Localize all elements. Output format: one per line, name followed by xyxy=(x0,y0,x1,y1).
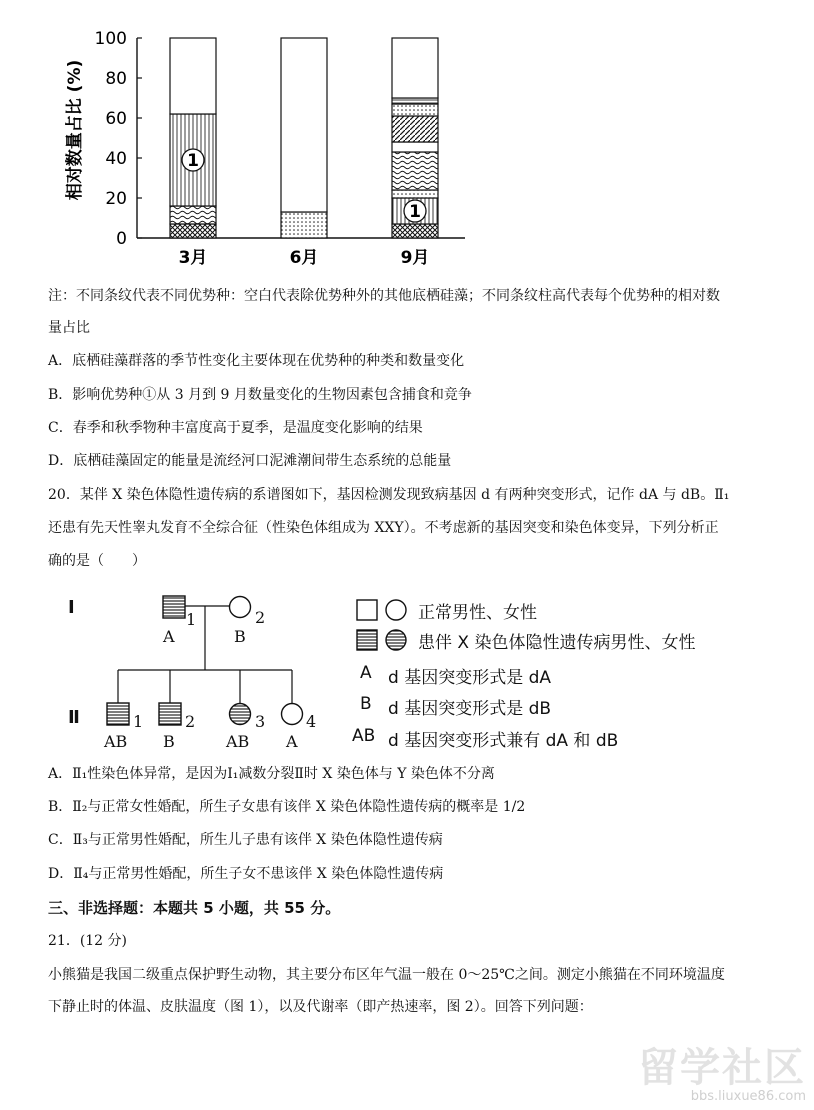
bar-segment-diag xyxy=(392,116,438,142)
legend-A-key: A xyxy=(360,663,372,683)
generation-I-label: Ⅰ xyxy=(68,597,75,618)
legend-B-key: B xyxy=(360,694,372,714)
bar-segment-dots xyxy=(392,190,438,198)
segment-label: 1 xyxy=(409,202,421,222)
q21-body-line-1: 小熊猫是我国二级重点保护野生动物，其主要分布区年气温一般在 0～25℃之间。测定小熊猫在不同环境温度 xyxy=(48,967,725,983)
I2-normal-female xyxy=(230,597,251,618)
y-tick-label: 80 xyxy=(105,69,127,89)
legend-AB-key: AB xyxy=(352,726,376,746)
q19-option-d: D．底栖硅藻固定的能量是流经河口泥滩潮间带生态系统的总能量 xyxy=(48,453,452,469)
q20-option-b: B．Ⅱ₂与正常女性婚配，所生子女患有该伴 X 染色体隐性遗传病的概率是 1/2 xyxy=(48,799,526,815)
II2-number: 2 xyxy=(185,712,196,731)
bar-segment-blank xyxy=(392,142,438,152)
watermark-url: bbs.liuxue86.com xyxy=(690,1089,806,1104)
q19-option-a: A．底栖硅藻群落的季节性变化主要体现在优势种的种类和数量变化 xyxy=(48,353,465,369)
I2-number: 2 xyxy=(255,608,266,627)
legend-normal-male-icon xyxy=(357,600,377,620)
legend-affected-female-icon xyxy=(386,630,406,650)
y-axis-label: 相对数量占比 (%) xyxy=(65,59,85,201)
x-tick-label: 3月 xyxy=(178,248,208,268)
q21-heading: 21．(12 分) xyxy=(48,933,128,949)
section-heading: 三、非选择题：本题共 5 小题，共 55 分。 xyxy=(48,899,341,917)
watermark xyxy=(638,1047,806,1104)
q19-option-c: C．春季和秋季物种丰富度高于夏季，是温度变化影响的结果 xyxy=(48,420,423,436)
II2-genotype: B xyxy=(163,732,175,751)
I2-genotype: B xyxy=(234,627,246,646)
figure-note-line-2: 量占比 xyxy=(48,320,90,336)
bar-segment-cross xyxy=(392,224,438,238)
II3-number: 3 xyxy=(255,712,266,731)
stacked-bar-chart xyxy=(0,0,814,275)
bar-segment-hlines xyxy=(392,98,438,104)
legend-normal-female-icon xyxy=(386,600,406,620)
II4-genotype: A xyxy=(286,732,298,751)
x-tick-label: 6月 xyxy=(289,248,319,268)
bar-segment-dots xyxy=(281,212,327,238)
y-tick-label: 20 xyxy=(105,189,127,209)
bar-segment-wave xyxy=(392,152,438,190)
legend-A-text: d 基因突变形式是 dA xyxy=(388,668,552,688)
I1-number: 1 xyxy=(186,610,197,629)
II3-genotype: AB xyxy=(226,732,250,751)
q20-option-d: D．Ⅱ₄与正常男性婚配，所生子女不患该伴 X 染色体隐性遗传病 xyxy=(48,866,444,882)
bars-group xyxy=(170,38,438,268)
y-tick-label: 40 xyxy=(105,149,127,169)
bar-segment-wave xyxy=(170,206,216,224)
II4-normal-female xyxy=(282,704,303,725)
II2-affected-male xyxy=(159,703,181,725)
bar-segment-dots xyxy=(392,104,438,116)
II1-affected-male xyxy=(107,703,129,725)
y-tick-label: 100 xyxy=(94,29,127,49)
legend-affected-text: 患伴 X 染色体隐性遗传病男性、女性 xyxy=(418,633,696,653)
II1-genotype: AB xyxy=(104,732,128,751)
x-tick-label: 9月 xyxy=(400,248,430,268)
legend-affected-male-icon xyxy=(357,630,377,650)
figure-note-line-1: 注：不同条纹代表不同优势种：空白代表除优势种外的其他底栖硅藻；不同条纹柱高代表每个优势种的相对数 xyxy=(48,288,720,304)
bar-segment-blank xyxy=(170,38,216,114)
II4-number: 4 xyxy=(306,712,317,731)
legend-B-text: d 基因突变形式是 dB xyxy=(388,699,552,719)
I1-genotype: A xyxy=(163,627,175,646)
q21-body-line-2: 下静止时的体温、皮肤温度（图 1），以及代谢率（即产热速率，图 2）。回答下列问题： xyxy=(48,999,593,1015)
q19-option-b: B．影响优势种①从 3 月到 9 月数量变化的生物因素包含捕食和竞争 xyxy=(48,387,472,403)
generation-II-label: Ⅱ xyxy=(68,707,80,728)
q20-option-a: A．Ⅱ₁性染色体异常，是因为Ⅰ₁减数分裂Ⅱ时 X 染色体与 Y 染色体不分离 xyxy=(48,766,495,782)
watermark-logo-text: 留学社区 xyxy=(638,1045,806,1091)
bar-segment-cross xyxy=(170,224,216,238)
y-tick-label: 0 xyxy=(116,229,127,249)
legend-AB-text: d 基因突变形式兼有 dA 和 dB xyxy=(388,731,619,751)
II3-affected-female xyxy=(230,704,251,725)
q20-stem-line-1: 20．某伴 X 染色体隐性遗传病的系谱图如下，基因检测发现致病基因 d 有两种突变形式，记作 dA 与 dB。Ⅱ₁ xyxy=(48,487,730,503)
q20-stem-line-3: 确的是（ ） xyxy=(48,553,146,569)
bar-segment-blank xyxy=(392,38,438,98)
segment-label: 1 xyxy=(187,151,199,171)
q20-stem-line-2: 还患有先天性睾丸发育不全综合征（性染色体组成为 XXY）。不考虑新的基因突变和染色体变异，下列分析正 xyxy=(48,520,719,536)
bar-segment-blank xyxy=(281,38,327,212)
q20-option-c: C．Ⅱ₃与正常男性婚配，所生儿子患有该伴 X 染色体隐性遗传病 xyxy=(48,832,443,848)
y-tick-label: 60 xyxy=(105,109,127,129)
II1-number: 1 xyxy=(133,712,144,731)
I1-affected-male xyxy=(163,596,185,618)
legend-normal-text: 正常男性、女性 xyxy=(418,603,537,623)
